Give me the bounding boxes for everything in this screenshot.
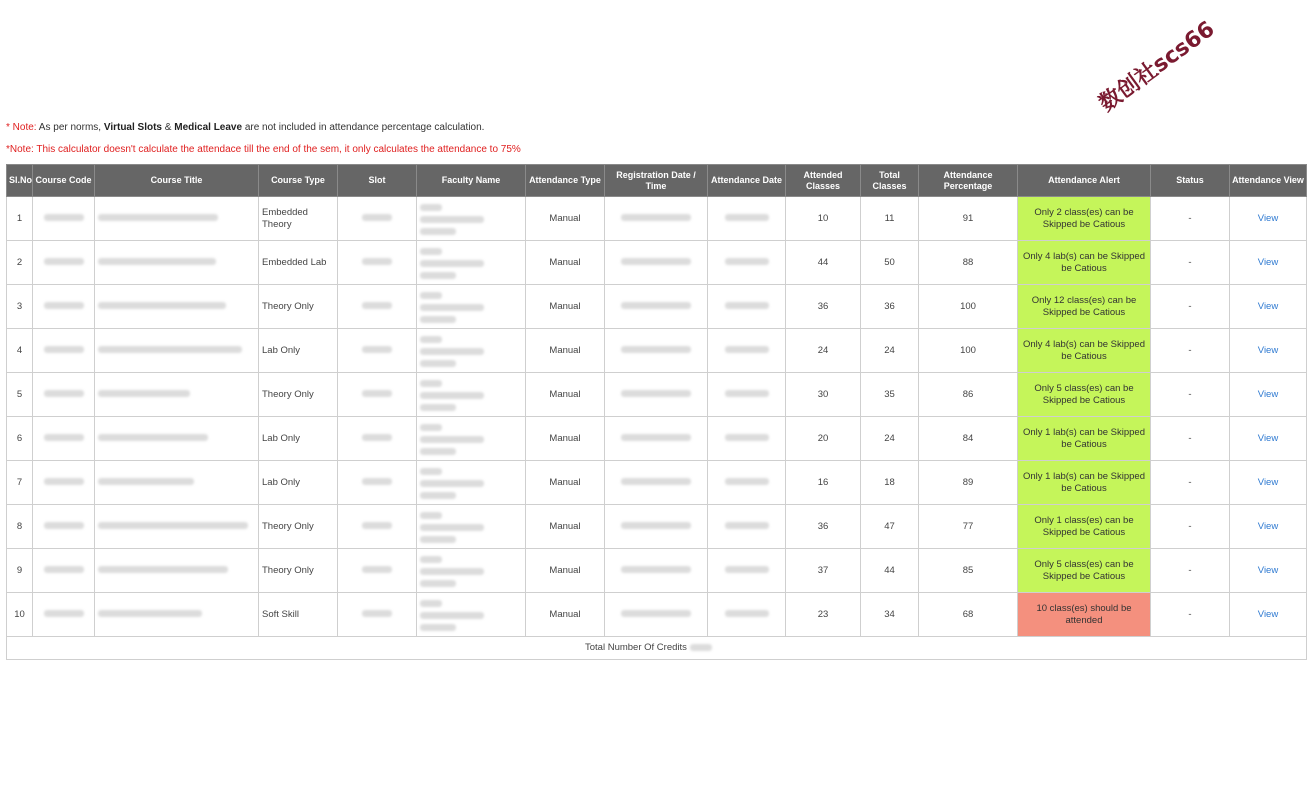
- faculty-name: [417, 197, 526, 241]
- course-title: [95, 593, 259, 637]
- course-code: [33, 549, 95, 593]
- course-code: [33, 593, 95, 637]
- registration-date: [605, 549, 708, 593]
- attended-classes: 16: [786, 461, 861, 505]
- attendance-percentage: 100: [919, 329, 1018, 373]
- redacted-text: [362, 258, 392, 265]
- registration-date: [605, 417, 708, 461]
- total-credits-value-redacted: [690, 644, 712, 651]
- total-classes: 18: [861, 461, 919, 505]
- table-row: [7, 197, 1307, 241]
- faculty-name: [417, 329, 526, 373]
- note-text: As per norms,: [36, 122, 104, 133]
- attended-classes: 23: [786, 593, 861, 637]
- attended-classes: 24: [786, 329, 861, 373]
- view-link[interactable]: View: [1257, 564, 1279, 576]
- column-header: Course Title: [95, 165, 259, 197]
- course-title: [95, 329, 259, 373]
- redacted-text: [44, 522, 84, 529]
- redacted-text: [725, 346, 769, 353]
- attendance-alert: 10 class(es) should be attended: [1018, 593, 1151, 637]
- faculty-name: [417, 549, 526, 593]
- sl-no: 6: [7, 417, 33, 461]
- status: -: [1151, 329, 1230, 373]
- redacted-text: [725, 302, 769, 309]
- registration-date: [605, 285, 708, 329]
- total-classes: 44: [861, 549, 919, 593]
- column-header: Course Type: [259, 165, 338, 197]
- slot: [338, 197, 417, 241]
- registration-date: [605, 329, 708, 373]
- redacted-text: [420, 380, 484, 411]
- table-row: [7, 417, 1307, 461]
- view-link[interactable]: View: [1257, 608, 1279, 620]
- attendance-view-cell: [1230, 593, 1307, 637]
- attendance-alert: Only 4 lab(s) can be Skipped be Catious: [1018, 241, 1151, 285]
- view-link[interactable]: View: [1257, 256, 1279, 268]
- attendance-percentage: 86: [919, 373, 1018, 417]
- redacted-text: [44, 478, 84, 485]
- slot: [338, 241, 417, 285]
- redacted-text: [420, 292, 484, 323]
- view-link[interactable]: View: [1257, 212, 1279, 224]
- course-type: Embedded Lab: [259, 241, 338, 285]
- attendance-table-wrapper[interactable]: [6, 164, 1304, 660]
- attendance-percentage: 100: [919, 285, 1018, 329]
- redacted-text: [725, 610, 769, 617]
- table-footer-row: [7, 637, 1307, 660]
- table-row: [7, 373, 1307, 417]
- redacted-text: [44, 434, 84, 441]
- column-header: Attendance Percentage: [919, 165, 1018, 197]
- redacted-text: [98, 566, 228, 573]
- redacted-text: [362, 610, 392, 617]
- slot: [338, 417, 417, 461]
- redacted-text: [725, 390, 769, 397]
- redacted-text: [362, 214, 392, 221]
- attendance-alert: Only 5 class(es) can be Skipped be Catious: [1018, 549, 1151, 593]
- sl-no: 10: [7, 593, 33, 637]
- attendance-type: Manual: [526, 417, 605, 461]
- attendance-date: [708, 329, 786, 373]
- course-type: Theory Only: [259, 549, 338, 593]
- column-header: Attendance Alert: [1018, 165, 1151, 197]
- attendance-view-cell: [1230, 549, 1307, 593]
- attendance-type: Manual: [526, 329, 605, 373]
- attendance-type: Manual: [526, 197, 605, 241]
- redacted-text: [362, 478, 392, 485]
- redacted-text: [621, 566, 691, 573]
- redacted-text: [420, 512, 484, 543]
- faculty-name: [417, 285, 526, 329]
- attendance-percentage: 89: [919, 461, 1018, 505]
- column-header: Attendance View: [1230, 165, 1307, 197]
- table-row: [7, 593, 1307, 637]
- slot: [338, 285, 417, 329]
- redacted-text: [44, 346, 84, 353]
- course-code: [33, 373, 95, 417]
- redacted-text: [725, 214, 769, 221]
- redacted-text: [420, 600, 484, 631]
- attendance-type: Manual: [526, 285, 605, 329]
- attendance-view-cell: [1230, 461, 1307, 505]
- slot: [338, 505, 417, 549]
- attendance-date: [708, 197, 786, 241]
- attendance-date: [708, 505, 786, 549]
- attendance-view-cell: [1230, 241, 1307, 285]
- course-code: [33, 461, 95, 505]
- course-code: [33, 241, 95, 285]
- attendance-alert: Only 1 lab(s) can be Skipped be Catious: [1018, 461, 1151, 505]
- total-classes: 47: [861, 505, 919, 549]
- redacted-text: [98, 478, 194, 485]
- attendance-date: [708, 285, 786, 329]
- course-title: [95, 417, 259, 461]
- redacted-text: [725, 434, 769, 441]
- redacted-text: [44, 390, 84, 397]
- attendance-percentage: 85: [919, 549, 1018, 593]
- attendance-date: [708, 417, 786, 461]
- slot: [338, 461, 417, 505]
- redacted-text: [420, 248, 484, 279]
- faculty-name: [417, 505, 526, 549]
- attended-classes: 44: [786, 241, 861, 285]
- status: -: [1151, 505, 1230, 549]
- attendance-alert: Only 1 lab(s) can be Skipped be Catious: [1018, 417, 1151, 461]
- attendance-date: [708, 241, 786, 285]
- attendance-view-cell: [1230, 373, 1307, 417]
- status: -: [1151, 593, 1230, 637]
- attendance-percentage: 77: [919, 505, 1018, 549]
- faculty-name: [417, 241, 526, 285]
- redacted-text: [621, 522, 691, 529]
- redacted-text: [725, 478, 769, 485]
- attendance-percentage: 91: [919, 197, 1018, 241]
- sl-no: 4: [7, 329, 33, 373]
- redacted-text: [420, 336, 484, 367]
- course-title: [95, 505, 259, 549]
- table-row: [7, 461, 1307, 505]
- faculty-name: [417, 593, 526, 637]
- attendance-percentage: 88: [919, 241, 1018, 285]
- registration-date: [605, 241, 708, 285]
- course-code: [33, 197, 95, 241]
- redacted-text: [725, 258, 769, 265]
- column-header: Slot: [338, 165, 417, 197]
- attendance-type: Manual: [526, 593, 605, 637]
- course-type: Theory Only: [259, 285, 338, 329]
- redacted-text: [98, 434, 208, 441]
- redacted-text: [44, 302, 84, 309]
- redacted-text: [420, 424, 484, 455]
- table-row: [7, 549, 1307, 593]
- slot: [338, 329, 417, 373]
- redacted-text: [420, 468, 484, 499]
- attendance-view-cell: [1230, 197, 1307, 241]
- total-classes: 50: [861, 241, 919, 285]
- sl-no: 2: [7, 241, 33, 285]
- registration-date: [605, 593, 708, 637]
- status: -: [1151, 461, 1230, 505]
- column-header: Attended Classes: [786, 165, 861, 197]
- course-title: [95, 461, 259, 505]
- attendance-date: [708, 549, 786, 593]
- course-type: Lab Only: [259, 461, 338, 505]
- redacted-text: [44, 566, 84, 573]
- status: -: [1151, 241, 1230, 285]
- faculty-name: [417, 373, 526, 417]
- redacted-text: [98, 390, 190, 397]
- redacted-text: [98, 522, 248, 529]
- status: -: [1151, 197, 1230, 241]
- attended-classes: 20: [786, 417, 861, 461]
- note-amp: &: [162, 122, 175, 133]
- status: -: [1151, 417, 1230, 461]
- notes: [6, 121, 521, 157]
- view-link[interactable]: View: [1257, 300, 1279, 312]
- redacted-text: [621, 346, 691, 353]
- redacted-text: [98, 258, 216, 265]
- total-classes: 24: [861, 329, 919, 373]
- redacted-text: [420, 556, 484, 587]
- attendance-table: [6, 164, 1307, 660]
- redacted-text: [98, 302, 226, 309]
- total-credits-label: Total Number Of Credits: [585, 642, 687, 653]
- attended-classes: 37: [786, 549, 861, 593]
- redacted-text: [44, 214, 84, 221]
- redacted-text: [362, 390, 392, 397]
- total-classes: 36: [861, 285, 919, 329]
- slot: [338, 549, 417, 593]
- redacted-text: [44, 258, 84, 265]
- attendance-percentage: 68: [919, 593, 1018, 637]
- status: -: [1151, 549, 1230, 593]
- course-type: Lab Only: [259, 329, 338, 373]
- faculty-name: [417, 417, 526, 461]
- attendance-type: Manual: [526, 549, 605, 593]
- attendance-date: [708, 593, 786, 637]
- view-link[interactable]: View: [1257, 476, 1279, 488]
- note-virtual-slots: Virtual Slots: [103, 122, 162, 133]
- status: -: [1151, 285, 1230, 329]
- sl-no: 3: [7, 285, 33, 329]
- faculty-name: [417, 461, 526, 505]
- registration-date: [605, 461, 708, 505]
- course-title: [95, 285, 259, 329]
- redacted-text: [98, 346, 242, 353]
- redacted-text: [725, 566, 769, 573]
- redacted-text: [362, 302, 392, 309]
- redacted-text: [621, 258, 691, 265]
- slot: [338, 593, 417, 637]
- attendance-date: [708, 461, 786, 505]
- status: -: [1151, 373, 1230, 417]
- attended-classes: 36: [786, 285, 861, 329]
- redacted-text: [362, 346, 392, 353]
- attended-classes: 30: [786, 373, 861, 417]
- course-type: Theory Only: [259, 505, 338, 549]
- attendance-alert: Only 5 class(es) can be Skipped be Catious: [1018, 373, 1151, 417]
- redacted-text: [621, 434, 691, 441]
- attendance-type: Manual: [526, 373, 605, 417]
- course-title: [95, 549, 259, 593]
- redacted-text: [362, 522, 392, 529]
- sl-no: 1: [7, 197, 33, 241]
- attendance-type: Manual: [526, 461, 605, 505]
- watermark-text: 数创社scs66: [1094, 16, 1220, 117]
- view-link[interactable]: View: [1257, 432, 1279, 444]
- course-type: Lab Only: [259, 417, 338, 461]
- course-code: [33, 329, 95, 373]
- slot: [338, 373, 417, 417]
- attendance-view-cell: [1230, 417, 1307, 461]
- column-header: Attendance Date: [708, 165, 786, 197]
- course-code: [33, 417, 95, 461]
- course-type: Soft Skill: [259, 593, 338, 637]
- sl-no: 7: [7, 461, 33, 505]
- attendance-alert: Only 12 class(es) can be Skipped be Catious: [1018, 285, 1151, 329]
- course-type: Theory Only: [259, 373, 338, 417]
- table-row: [7, 505, 1307, 549]
- column-header: Course Code: [33, 165, 95, 197]
- redacted-text: [621, 302, 691, 309]
- table-row: [7, 329, 1307, 373]
- total-classes: 34: [861, 593, 919, 637]
- attendance-alert: Only 1 class(es) can be Skipped be Catious: [1018, 505, 1151, 549]
- attendance-view-cell: [1230, 329, 1307, 373]
- note-medical-leave: Medical Leave: [174, 122, 243, 133]
- attendance-type: Manual: [526, 241, 605, 285]
- total-classes: 11: [861, 197, 919, 241]
- column-header: Status: [1151, 165, 1230, 197]
- attendance-percentage: 84: [919, 417, 1018, 461]
- column-header: Sl.No: [7, 165, 33, 197]
- total-classes: 35: [861, 373, 919, 417]
- redacted-text: [98, 214, 218, 221]
- attendance-view-cell: [1230, 505, 1307, 549]
- course-code: [33, 505, 95, 549]
- redacted-text: [362, 434, 392, 441]
- attended-classes: 36: [786, 505, 861, 549]
- sl-no: 9: [7, 549, 33, 593]
- redacted-text: [621, 610, 691, 617]
- redacted-text: [362, 566, 392, 573]
- attendance-alert: Only 2 class(es) can be Skipped be Catious: [1018, 197, 1151, 241]
- registration-date: [605, 505, 708, 549]
- view-link[interactable]: View: [1257, 388, 1279, 400]
- redacted-text: [621, 214, 691, 221]
- course-title: [95, 241, 259, 285]
- sl-no: 8: [7, 505, 33, 549]
- redacted-text: [621, 478, 691, 485]
- attendance-view-cell: [1230, 285, 1307, 329]
- registration-date: [605, 197, 708, 241]
- column-header: Attendance Type: [526, 165, 605, 197]
- attendance-type: Manual: [526, 505, 605, 549]
- redacted-text: [621, 390, 691, 397]
- note-calculator: *Note: This calculator doesn't calculate the attendace till the end of the sem, it only calculates the attendance to 75%: [6, 144, 521, 155]
- attended-classes: 10: [786, 197, 861, 241]
- sl-no: 5: [7, 373, 33, 417]
- total-credits-cell: [7, 637, 1307, 660]
- table-row: [7, 241, 1307, 285]
- column-header: Registration Date / Time: [605, 165, 708, 197]
- view-link[interactable]: View: [1257, 344, 1279, 356]
- note-norms: [6, 121, 521, 135]
- course-type: Embedded Theory: [259, 197, 338, 241]
- table-header-row: [7, 165, 1307, 197]
- registration-date: [605, 373, 708, 417]
- course-title: [95, 197, 259, 241]
- watermark: [1094, 16, 1248, 120]
- redacted-text: [725, 522, 769, 529]
- column-header: Total Classes: [861, 165, 919, 197]
- redacted-text: [98, 610, 202, 617]
- note-label: * Note:: [6, 122, 37, 133]
- table-row: [7, 285, 1307, 329]
- view-link[interactable]: View: [1257, 520, 1279, 532]
- attendance-alert: Only 4 lab(s) can be Skipped be Catious: [1018, 329, 1151, 373]
- redacted-text: [44, 610, 84, 617]
- course-title: [95, 373, 259, 417]
- note-text-end: are not included in attendance percentage calculation.: [242, 122, 485, 133]
- column-header: Faculty Name: [417, 165, 526, 197]
- redacted-text: [420, 204, 484, 235]
- attendance-date: [708, 373, 786, 417]
- course-code: [33, 285, 95, 329]
- total-classes: 24: [861, 417, 919, 461]
